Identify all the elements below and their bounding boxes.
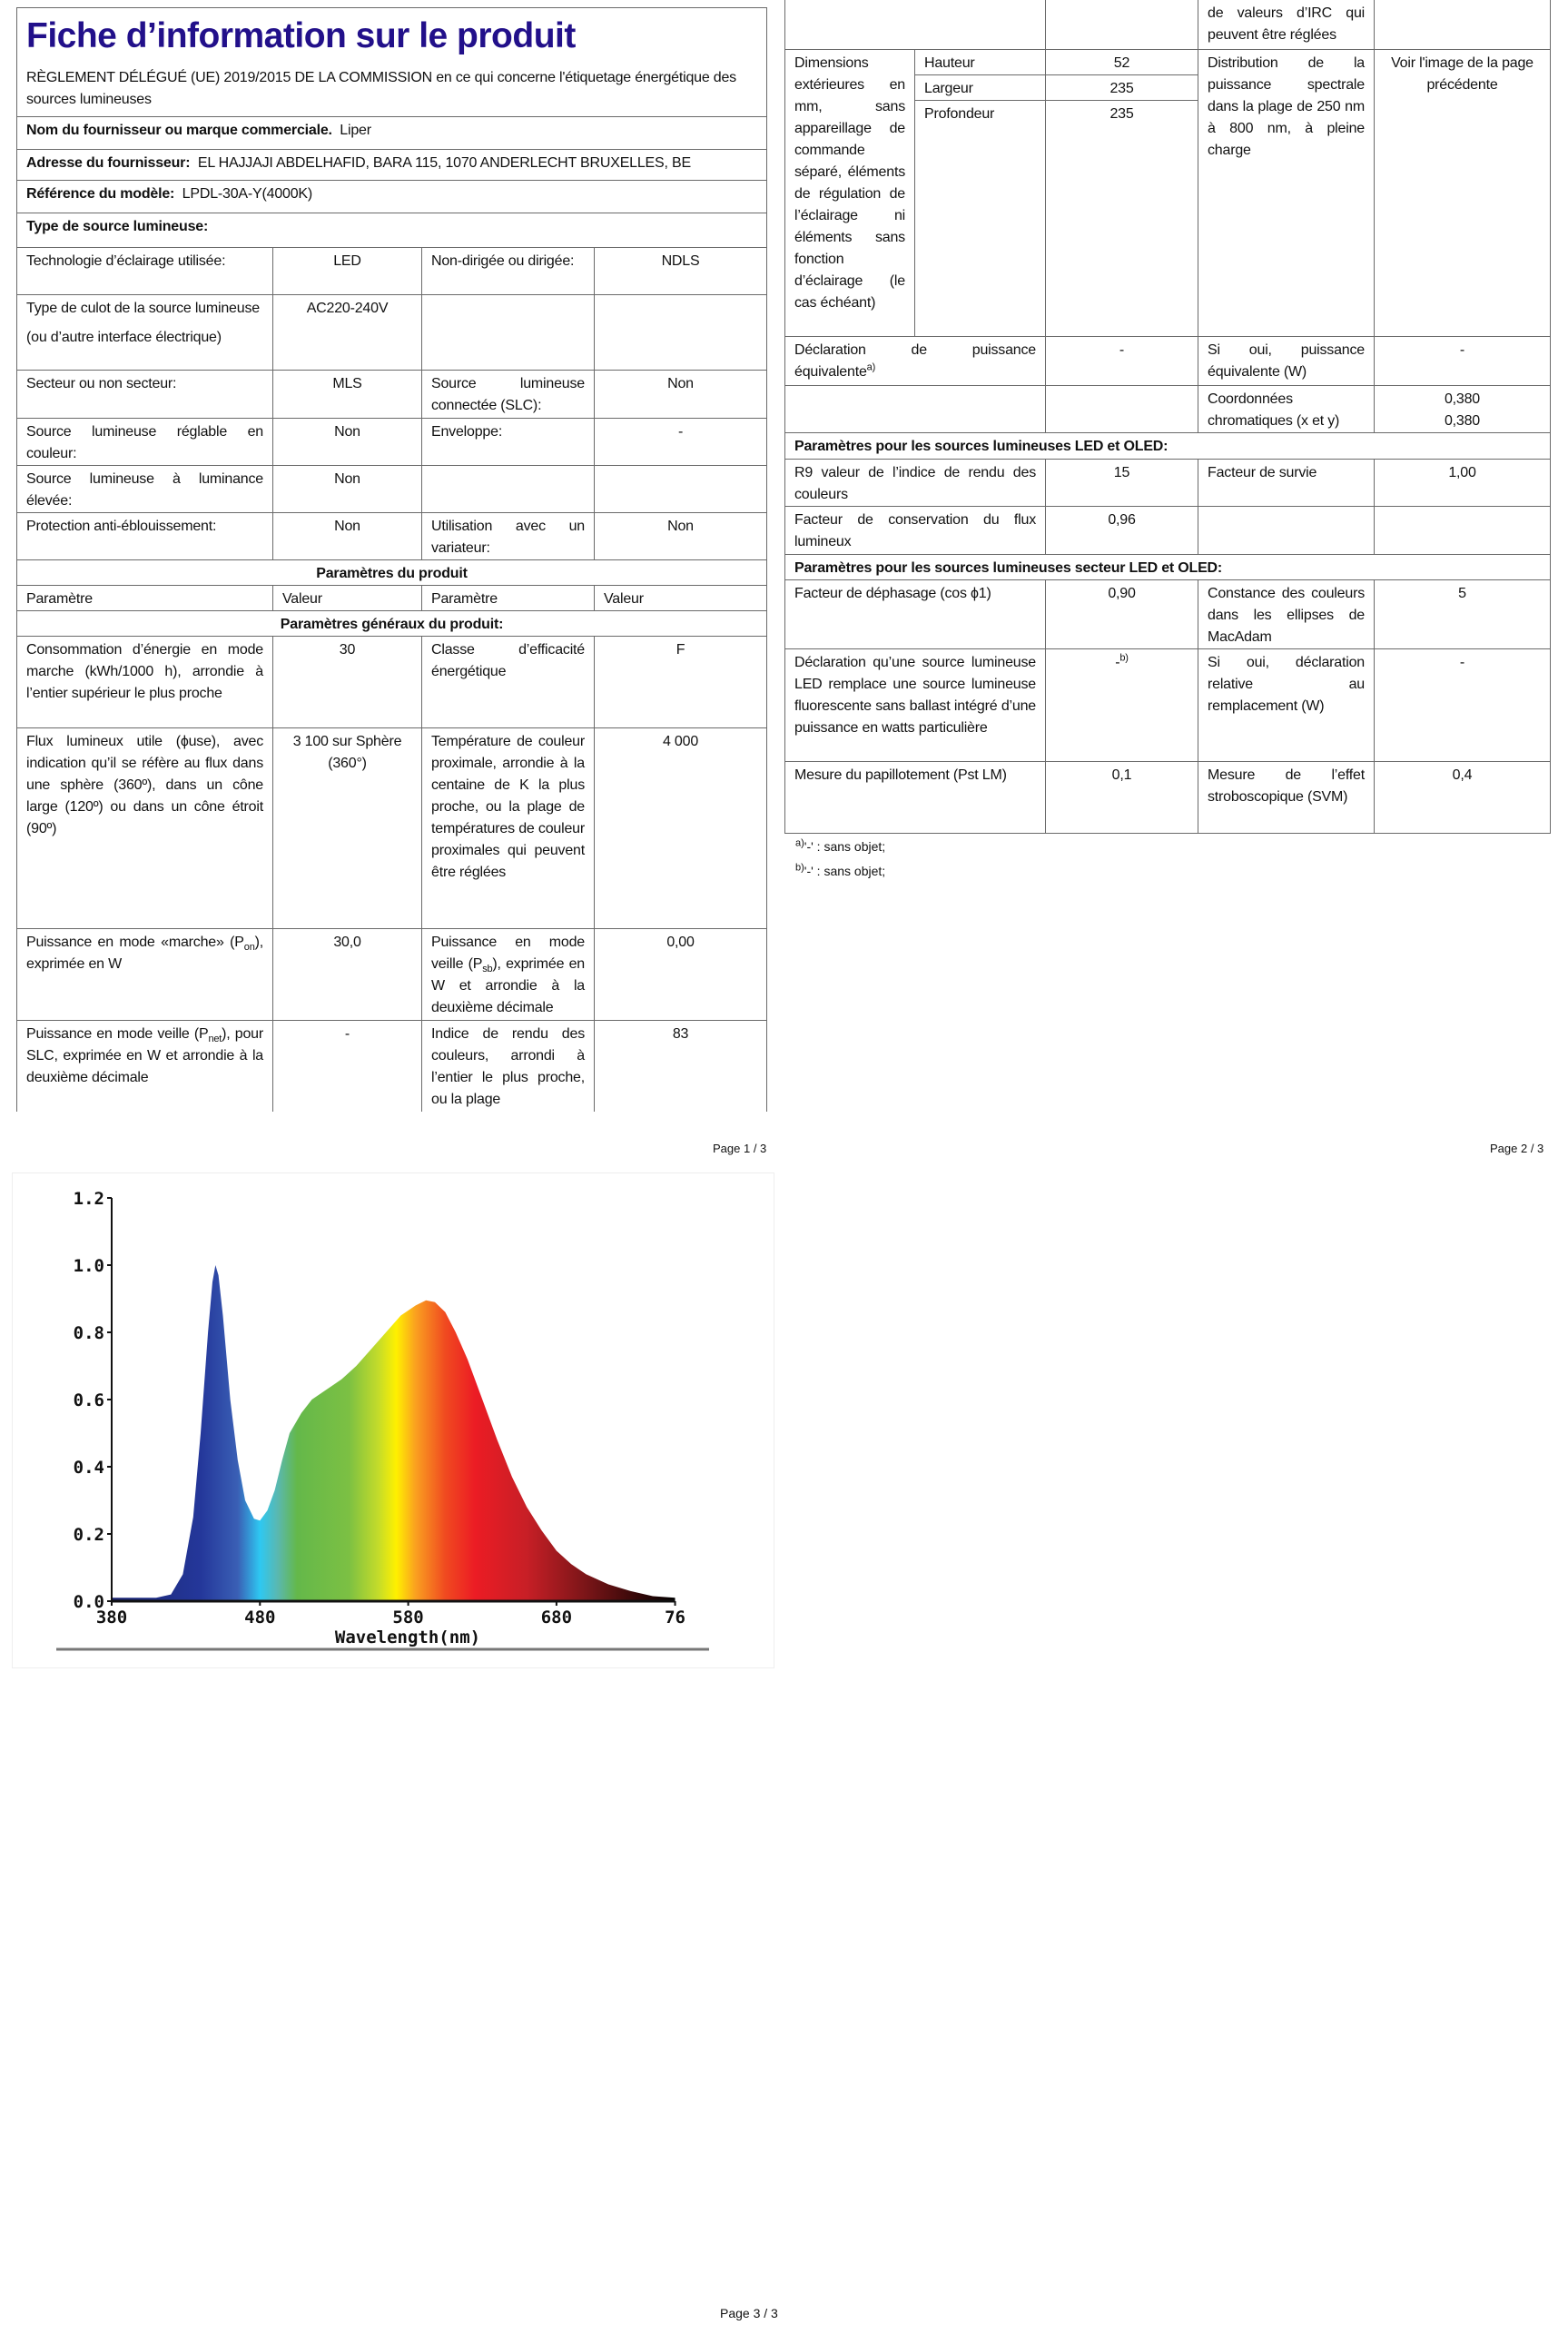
param-label-note: (ou d’autre interface électrique) <box>26 330 222 345</box>
param-label: Déclaration qu’une source lumineuse LED remplace une source lumineuse fluorescente sans ballast intégré d’une puissance en watts particulière <box>785 648 1046 761</box>
param-label-main: Type de culot de la source lumineuse <box>26 301 260 316</box>
x-tick-label: 76 <box>665 1608 685 1628</box>
param-label: Facteur de survie <box>1198 459 1375 506</box>
product-params-heading: Paramètres du produit <box>17 560 767 586</box>
param-label: Source lumineuse connectée (SLC): <box>422 371 595 419</box>
param-value: Non <box>273 419 422 466</box>
footnote-ref: b) <box>1119 652 1129 664</box>
param-value: - <box>273 1021 422 1112</box>
param-value: Non <box>273 513 422 560</box>
label-text: ), exprimée en W et arrondie à la deuxième décimale <box>431 956 586 1015</box>
param-label: Source lumineuse réglable en couleur: <box>17 419 273 466</box>
param-value: Non <box>273 466 422 513</box>
param-label: R9 valeur de l’indice de rendu des couleurs <box>785 459 1046 506</box>
param-value: NDLS <box>595 248 767 295</box>
page-number: Page 3 / 3 <box>720 2306 778 2320</box>
label-text: ), exprimée en W <box>26 935 263 972</box>
label-text: Puissance en mode «marche» (P <box>26 935 244 950</box>
column-header: Valeur <box>595 586 767 611</box>
y-tick-label: 1.0 <box>73 1256 104 1276</box>
param-label: Enveloppe: <box>422 419 595 466</box>
param-value: 0,1 <box>1046 761 1198 833</box>
param-label: Mesure de l’effet stroboscopique (SVM) <box>1198 761 1375 833</box>
label-subscript: on <box>243 942 255 954</box>
param-label: Coordonnées chromatiques (x et y) <box>1198 385 1375 432</box>
param-label: Classe d’efficacité énergétique <box>422 637 595 728</box>
column-header: Paramètre <box>422 586 595 611</box>
footnote-mark: a) <box>795 837 804 849</box>
param-label: Non-dirigée ou dirigée: <box>422 248 595 295</box>
address-value: EL HAJJAJI ABDELHAFID, BARA 115, 1070 ANDERLECHT BRUXELLES, BE <box>197 155 691 171</box>
y-tick-label: 0.2 <box>73 1525 104 1545</box>
led-params-heading: Paramètres pour les sources lumineuses LED et OLED: <box>785 432 1551 459</box>
param-value: 1,00 <box>1375 459 1551 506</box>
param-value: - <box>595 419 767 466</box>
y-tick-label: 0.4 <box>73 1458 104 1478</box>
model-label: Référence du modèle: <box>26 186 175 202</box>
param-label: Technologie d’éclairage utilisée: <box>17 248 273 295</box>
param-label: Consommation d’énergie en mode marche (kWh/1000 h), arrondie à l’entier supérieur le plus proche <box>17 637 273 728</box>
param-label: Constance des couleurs dans les ellipses de MacAdam <box>1198 579 1375 648</box>
regulation-subtitle: RÈGLEMENT DÉLÉGUÉ (UE) 2019/2015 DE LA COMMISSION en ce qui concerne l'étiquetage énergétique des sources lumineuses <box>26 70 736 107</box>
param-value: 30 <box>273 637 422 728</box>
param-label: Température de couleur proximale, arrondie à la centaine de K la plus proche, ou la plage de températures de couleur proximales qui peuvent être réglées <box>422 728 595 929</box>
x-axis-title: Wavelength(nm) <box>334 1628 481 1647</box>
page-number: Page 1 / 3 <box>713 1142 767 1155</box>
param-value: 5 <box>1375 579 1551 648</box>
y-tick-label: 0.6 <box>73 1390 104 1410</box>
param-value: 15 <box>1046 459 1198 506</box>
param-value: 4 000 <box>595 728 767 929</box>
param-value: 0,00 <box>595 929 767 1021</box>
param-value: MLS <box>273 371 422 419</box>
column-header: Paramètre <box>17 586 273 611</box>
dimensions-label: Dimensions extérieures en mm, sans appareillage de commande séparé, éléments de régulation de l’éclairage ni éléments sans fonction d’éclairage (le cas échéant) <box>785 49 915 336</box>
x-tick-label: 480 <box>244 1608 276 1628</box>
param-value: - <box>1375 648 1551 761</box>
supplier-label: Nom du fournisseur ou marque commerciale. <box>26 123 332 138</box>
param-value: 83 <box>595 1021 767 1112</box>
address-label: Adresse du fournisseur: <box>26 155 191 171</box>
x-tick-label: 680 <box>540 1608 573 1628</box>
footnote-text: '-' : sans objet; <box>804 864 886 878</box>
dimension-label: Hauteur <box>915 49 1046 74</box>
chroma-y: 0,380 <box>1444 412 1481 429</box>
param-value: 0,96 <box>1046 506 1198 554</box>
dimension-value: 235 <box>1046 100 1198 336</box>
general-params-heading: Paramètres généraux du produit: <box>17 611 767 637</box>
value-text: - <box>1115 654 1120 670</box>
column-header: Valeur <box>273 586 422 611</box>
param-value: Non <box>595 513 767 560</box>
param-value: LED <box>273 248 422 295</box>
param-label: Utilisation avec un variateur: <box>422 513 595 560</box>
dimension-label: Largeur <box>915 74 1046 100</box>
label-text: Puissance en mode veille (P <box>431 935 585 972</box>
param-label: Facteur de conservation du flux lumineux <box>785 506 1046 554</box>
param-value: AC220-240V <box>273 295 422 371</box>
param-label: Mesure du papillotement (Pst LM) <box>785 761 1046 833</box>
footnote-ref: a) <box>866 361 876 373</box>
x-tick-label: 580 <box>392 1608 424 1628</box>
param-value: 30,0 <box>273 929 422 1021</box>
source-type-heading: Type de source lumineuse: <box>17 213 767 248</box>
param-value: - <box>1375 336 1551 385</box>
spectrum-area <box>112 1265 676 1601</box>
param-label: de valeurs d’IRC qui peuvent être réglées <box>1198 0 1375 49</box>
param-value: 3 100 sur Sphère (360°) <box>273 728 422 929</box>
param-label: Distribution de la puissance spectrale dans la plage de 250 nm à 800 nm, à pleine charge <box>1198 49 1375 336</box>
footnote-mark: b) <box>795 862 804 874</box>
chroma-x: 0,380 <box>1444 391 1481 407</box>
param-label: Si oui, déclaration relative au remplacement (W) <box>1198 648 1375 761</box>
model-value: LPDL-30A-Y(4000K) <box>182 186 313 202</box>
y-tick-label: 1.2 <box>73 1189 104 1209</box>
page-title: Fiche d’information sur le produit <box>26 16 576 55</box>
param-value: Non <box>595 371 767 419</box>
x-tick-label: 380 <box>95 1608 128 1628</box>
param-label: Indice de rendu des couleurs, arrondi à l’entier le plus proche, ou la plage <box>422 1021 595 1112</box>
dimension-label: Profondeur <box>915 100 1046 336</box>
param-value: F <box>595 637 767 728</box>
param-value: - <box>1046 336 1198 385</box>
label-text: Déclaration de puissance équivalente <box>794 341 1036 380</box>
mains-params-heading: Paramètres pour les sources lumineuses secteur LED et OLED: <box>785 554 1551 579</box>
y-tick-label: 0.8 <box>73 1323 104 1343</box>
param-label: Si oui, puissance équivalente (W) <box>1198 336 1375 385</box>
label-text: ), pour SLC, exprimée en W et arrondie à la deuxième décimale <box>26 1026 264 1085</box>
label-subscript: net <box>208 1034 222 1045</box>
dimension-value: 52 <box>1046 49 1198 74</box>
param-label: Flux lumineux utile (ϕuse), avec indication qu’il se réfère au flux dans une sphère (360º), dans un cône large (120º) ou dans un cône étroit (90º) <box>17 728 273 929</box>
param-label: Secteur ou non secteur: <box>17 371 273 419</box>
param-label: Protection anti-éblouissement: <box>17 513 273 560</box>
label-subscript: sb <box>482 964 493 975</box>
dimension-value: 235 <box>1046 74 1198 100</box>
param-label: Facteur de déphasage (cos ϕ1) <box>785 579 1046 648</box>
footnote-text: '-' : sans objet; <box>804 839 886 854</box>
param-value: 0,4 <box>1375 761 1551 833</box>
page-number: Page 2 / 3 <box>1490 1142 1544 1155</box>
param-value: 0,90 <box>1046 579 1198 648</box>
supplier-value: Liper <box>340 123 371 138</box>
y-tick-label: 0.0 <box>73 1592 104 1612</box>
param-label: Source lumineuse à luminance élevée: <box>17 466 273 513</box>
label-text: Puissance en mode veille (P <box>26 1026 209 1042</box>
param-value: Voir l'image de la page précédente <box>1375 49 1551 336</box>
